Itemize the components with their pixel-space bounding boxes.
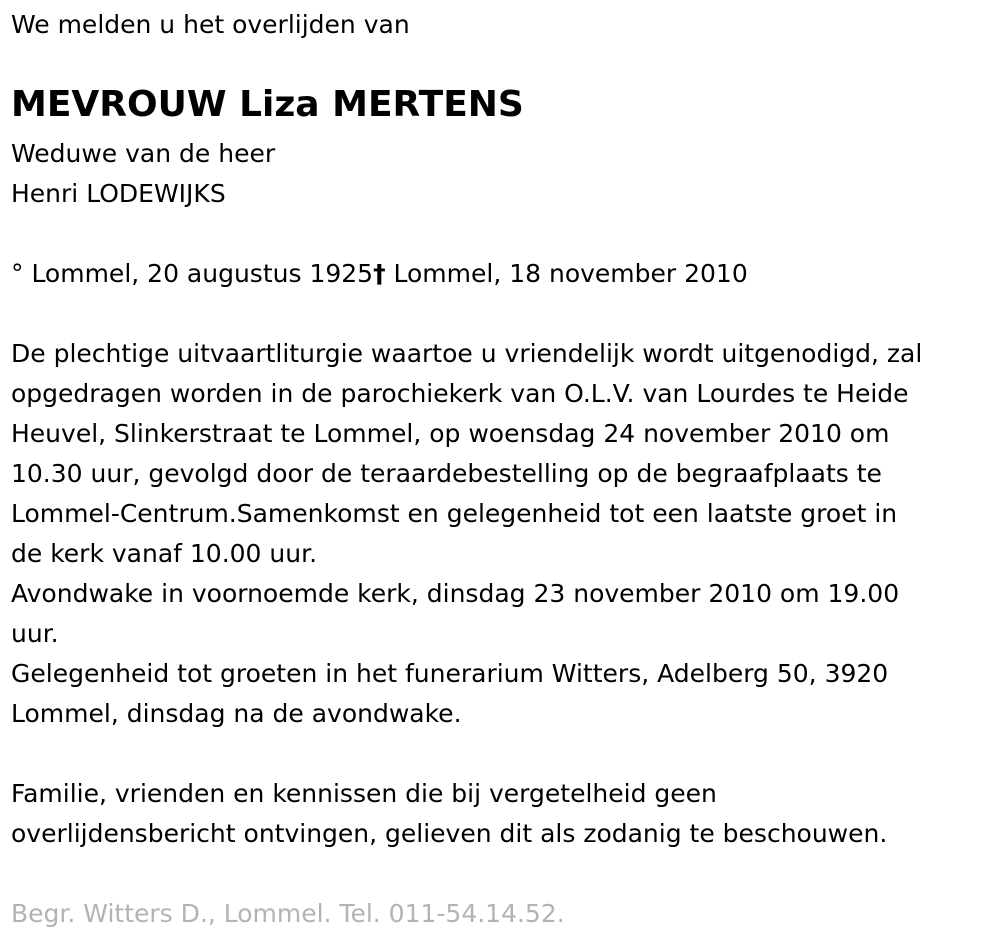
spouse-line: Weduwe van de heer xyxy=(11,139,276,168)
death-date: Lommel, 18 november 2010 xyxy=(385,259,748,288)
funeral-line: 10.30 uur, gevolgd door de teraardebestelling op de begraafplaats te xyxy=(11,459,882,488)
funeral-line: Lommel, dinsdag na de avondwake. xyxy=(11,699,462,728)
funeral-home-footer: Begr. Witters D., Lommel. Tel. 011-54.14.52. xyxy=(11,899,565,928)
spouse-block xyxy=(11,134,275,214)
birth-death-dates xyxy=(11,254,748,294)
funeral-line: Avondwake in voornoemde kerk, dinsdag 23 november 2010 om 19.00 xyxy=(11,579,900,608)
funeral-line: Gelegenheid tot groeten in het funerarium Witters, Adelberg 50, 3920 xyxy=(11,659,889,688)
funeral-line: de kerk vanaf 10.00 uur. xyxy=(11,539,318,568)
family-line: overlijdensbericht ontvingen, gelieven dit als zodanig te beschouwen. xyxy=(11,819,888,848)
funeral-line: Lommel-Centrum.Samenkomst en gelegenheid tot een laatste groet in xyxy=(11,499,898,528)
spouse-line: Henri LODEWIJKS xyxy=(11,179,226,208)
family-note xyxy=(11,774,887,854)
funeral-line: De plechtige uitvaartliturgie waartoe u vriendelijk wordt uitgenodigd, zal xyxy=(11,339,923,368)
funeral-line: opgedragen worden in de parochiekerk van O.L.V. van Lourdes te Heide xyxy=(11,379,909,408)
funeral-details xyxy=(11,334,922,734)
deceased-name: MEVROUW Liza MERTENS xyxy=(11,84,524,125)
intro-text: We melden u het overlijden van xyxy=(11,10,410,39)
funeral-line: Heuvel, Slinkerstraat te Lommel, op woensdag 24 november 2010 om xyxy=(11,419,890,448)
funeral-line: uur. xyxy=(11,619,59,648)
birth-date: ° Lommel, 20 augustus 1925 xyxy=(11,259,374,288)
cross-icon: † xyxy=(373,259,386,288)
family-line: Familie, vrienden en kennissen die bij vergetelheid geen xyxy=(11,779,717,808)
